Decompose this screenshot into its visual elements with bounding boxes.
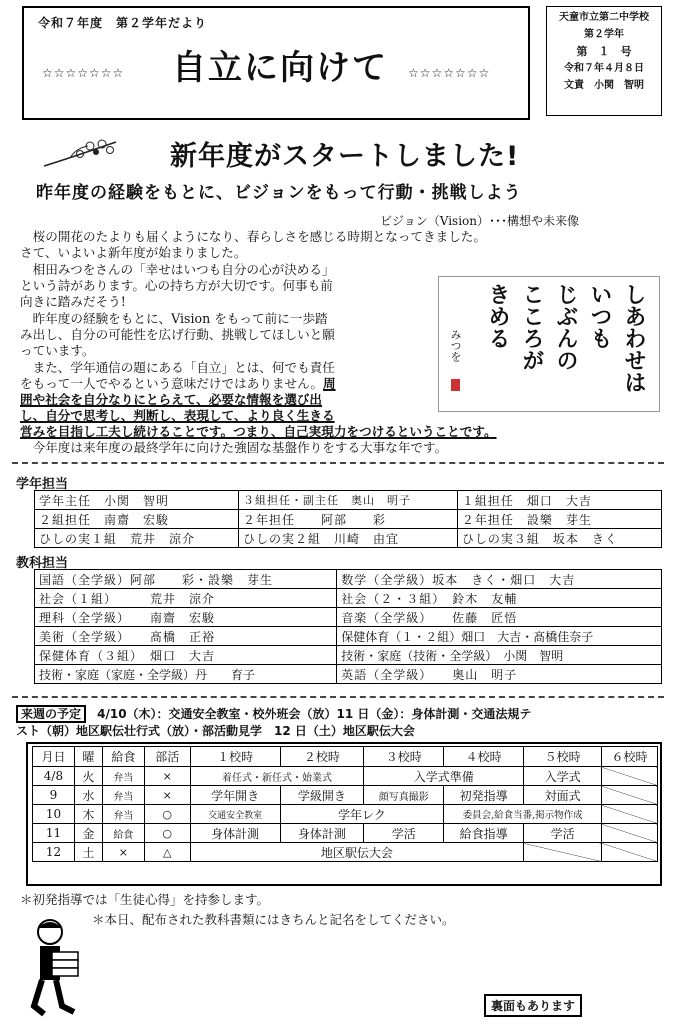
table-cell: ２組担任 南齋 宏駿 xyxy=(35,510,239,529)
table-row: 12 土 × △ 地区駅伝大会 xyxy=(33,843,658,862)
body-line-10: をもって一人でやるという意味だけではありません。周 xyxy=(20,376,336,391)
table-cell: 技術・家庭（技術・全学級） 小関 智明 xyxy=(337,646,662,665)
poem-line-1: しあわせは xyxy=(621,283,647,393)
schedule-header-row xyxy=(33,747,658,767)
header-cell: ３校時 xyxy=(364,747,444,767)
header-cell: ５校時 xyxy=(524,747,602,767)
next-week-label: 来週の予定 xyxy=(16,705,86,723)
student-carrying-books-icon xyxy=(22,916,86,1020)
body-line-8: っています。 xyxy=(20,343,95,358)
table-cell: 保健体育（１・２組）畑口 大吉・髙橋佳奈子 xyxy=(337,627,662,646)
poem-calligraphy xyxy=(438,276,660,412)
table-row xyxy=(35,570,662,589)
header-cell: ６校時 xyxy=(602,747,658,767)
table-cell: ひしの実２組 川崎 由宜 xyxy=(239,529,458,548)
school-name: 天童市立第二中学校 xyxy=(559,12,649,23)
body-line-6: 昨年度の経験をもとに、Vision をもって前に一歩踏 xyxy=(20,311,328,326)
body-line-3: 相田みつをさんの「幸せはいつも自分の心が決める」 xyxy=(20,262,335,277)
headline: 新年度がスタートしました! xyxy=(170,141,520,172)
poem-line-2: いつも xyxy=(587,283,613,349)
table-row: 11 金 給食 ○ 身体計測 身体計測 学活 給食指導 学活 xyxy=(33,824,658,843)
body-line-7: み出し、自分の可能性を広げ行動、挑戦してほしいと願 xyxy=(20,327,335,342)
newsletter-line: 令和７年度 第２学年だより xyxy=(38,16,208,30)
table-cell: 社会（２・３組） 鈴木 友輔 xyxy=(337,589,662,608)
issue-date: 令和７年４月８日 xyxy=(564,63,644,74)
poem-line-5: きめる xyxy=(485,283,511,349)
author: 文責 小関 智明 xyxy=(564,80,644,91)
header-cell: ２校時 xyxy=(280,747,364,767)
stars-right: ☆☆☆☆☆☆☆ xyxy=(408,66,491,80)
header-cell: 給食 xyxy=(102,747,144,767)
table-cell: 学年主任 小関 智明 xyxy=(35,491,239,510)
cherry-branch-icon xyxy=(40,136,120,170)
issue-info xyxy=(546,6,662,116)
table-cell: 理科（全学級） 南齋 宏駿 xyxy=(35,608,337,627)
table-row xyxy=(35,646,662,665)
table-cell: 技術・家庭（家庭・全学級）丹 育子 xyxy=(35,665,337,684)
table-row xyxy=(35,491,662,510)
section-title-staff: 学年担当 xyxy=(16,477,69,492)
divider xyxy=(12,696,664,698)
subjects-table xyxy=(34,569,662,684)
table-cell: 英語（全学級） 奥山 明子 xyxy=(337,665,662,684)
next-week-line-2: スト（朝）地区駅伝壮行式（放）・部活動見学 12 日（土）地区駅伝大会 xyxy=(16,724,415,738)
table-row: 9 水 弁当 × 学年開き 学級開き 顔写真撮影 初発指導 対面式 xyxy=(33,786,658,805)
table-row xyxy=(35,589,662,608)
table-row xyxy=(35,665,662,684)
table-row: 10 木 弁当 ○ 交通安全教室 学年レク 委員会,給食当番,掲示物作成 xyxy=(33,805,658,824)
table-cell: 保健体育（３組） 畑口 大吉 xyxy=(35,646,337,665)
body-line-13: 営みを目指し工夫し続けることです。つまり、自己実現力をつけるということです。 xyxy=(20,424,497,439)
poem-line-4: こころが xyxy=(519,283,545,371)
table-cell: ３組担任・副主任 奥山 明子 xyxy=(239,491,458,510)
body-line-12: し、自分で思考し、判断し、表現して、より良く生きる xyxy=(20,408,335,423)
next-week-line-1: 来週の予定 4/10（木）：交通安全教室・校外班会（放）11 日（金）：身体計測・交通法規テ xyxy=(16,703,531,722)
body-line-5: 向きに踏みだそう! xyxy=(20,294,126,309)
table-cell: １組担任 畑口 大吉 xyxy=(457,491,661,510)
table-cell: ２年担任 阿部 彩 xyxy=(239,510,458,529)
schedule-table xyxy=(32,746,658,862)
body-line-4: という詩があります。心の持ち方が大切です。何事も前 xyxy=(20,278,333,293)
table-cell: ２年担任 設樂 芽生 xyxy=(457,510,661,529)
stars-left: ☆☆☆☆☆☆☆ xyxy=(42,66,125,80)
body-line-11: 囲や社会を自分なりにとらえて、必要な情報を選び出 xyxy=(20,392,322,407)
body-line-2: さて、いよいよ新年度が始まりました。 xyxy=(20,245,247,260)
poem-signature: みつを xyxy=(449,329,462,362)
table-cell: ひしの実３組 坂本 きく xyxy=(457,529,661,548)
table-cell: 数学（全学級）坂本 きく・畑口 大吉 xyxy=(337,570,662,589)
table-cell: 社会（１組） 荒井 涼介 xyxy=(35,589,337,608)
vision-note: ビジョン（Vision）･･･構想や未来像 xyxy=(380,214,580,228)
header-cell: １校時 xyxy=(190,747,280,767)
table-row xyxy=(35,627,662,646)
table-row: 4/8 火 弁当 × 着任式・新任式・始業式 入学式準備 入学式 xyxy=(33,767,658,786)
poem-line-3: じぶんの xyxy=(553,283,579,371)
section-title-subjects: 教科担当 xyxy=(16,556,69,571)
header-cell: 部活 xyxy=(144,747,190,767)
staff-table xyxy=(34,490,662,548)
table-cell: ひしの実１組 荒井 涼介 xyxy=(35,529,239,548)
body-line-14: 今年度は来年度の最終学年に向けた強固な基盤作りをする大事な年です。 xyxy=(20,440,448,455)
table-row xyxy=(35,529,662,548)
table-row xyxy=(35,510,662,529)
note-1: ＊初発指導では「生徒心得」を持参します。 xyxy=(20,892,270,907)
subheadline: 昨年度の経験をもとに、ビジョンをもって行動・挑戦しよう xyxy=(36,183,522,203)
seal-stamp-icon xyxy=(451,379,460,391)
table-cell: 国語（全学級）阿部 彩・設樂 芽生 xyxy=(35,570,337,589)
body-line-1: 桜の開花のたよりも届くようになり、春らしさを感じる時期となってきました。 xyxy=(20,229,486,244)
header-cell: 月日 xyxy=(33,747,75,767)
grade: 第２学年 xyxy=(584,29,624,40)
back-side-note: 裏面もあります xyxy=(484,994,582,1017)
header-cell: ４校時 xyxy=(444,747,524,767)
note-2: ＊本日、配布された教科書類にはきちんと記名をしてください。 xyxy=(92,912,455,927)
header-cell: 曜 xyxy=(74,747,102,767)
table-row xyxy=(35,608,662,627)
table-cell: 音楽（全学級） 佐藤 匠悟 xyxy=(337,608,662,627)
body-line-9: また、学年通信の題にある「自立」とは、何でも責任 xyxy=(20,360,335,375)
newsletter-title: 自立に向けて xyxy=(172,48,388,88)
divider xyxy=(12,462,664,464)
table-cell: 美術（全学級） 髙橋 正裕 xyxy=(35,627,337,646)
issue-number: 第 １ 号 xyxy=(576,45,632,58)
